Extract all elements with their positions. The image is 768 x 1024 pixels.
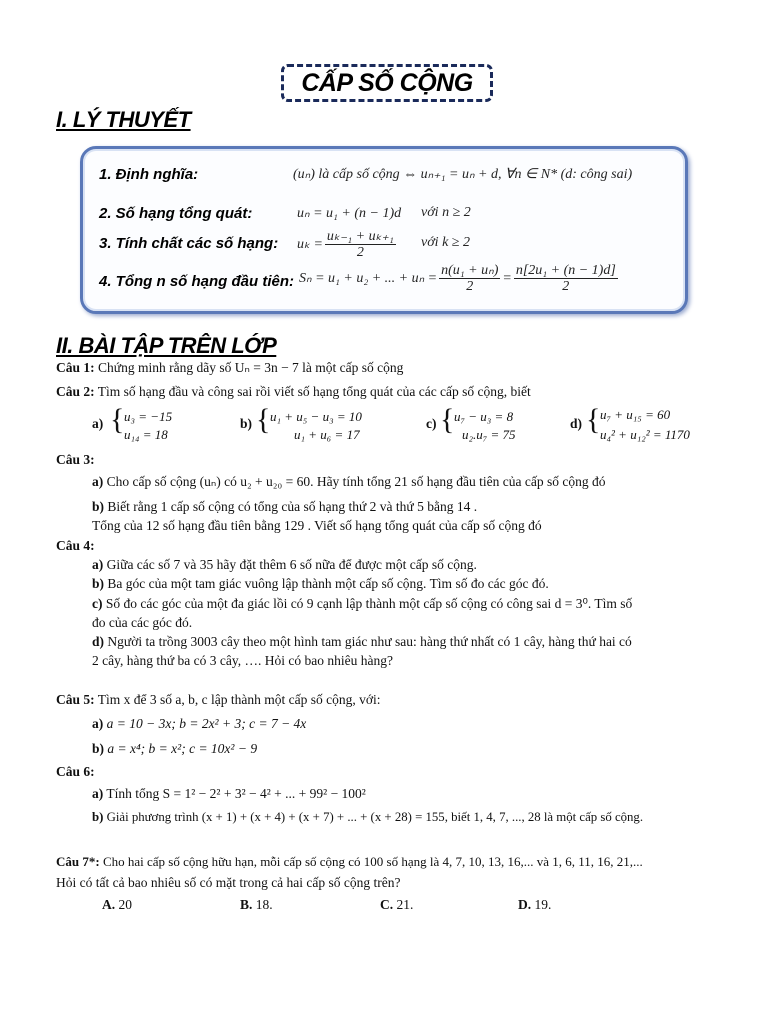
question-6-label: Câu 6:: [56, 764, 95, 779]
q4-d-line2: 2 cây, hàng thứ ba có 3 cây, …. Hỏi có bao nhiêu hàng?: [92, 653, 393, 668]
q7-option-b-value: 18.: [255, 897, 273, 912]
q7-option-c-value: 21.: [396, 897, 414, 912]
property-fraction: [325, 229, 396, 260]
property-formula: [297, 229, 398, 260]
q6-a: [92, 786, 366, 802]
q3-a-text: Cho cấp số cộng (uₙ) có u₂ + u₂₀ = 60. Hãy tính tổng 21 số hạng đầu tiên của cấp số cộng đó: [106, 474, 606, 489]
q4-b: [92, 576, 549, 592]
q2-a-eq1: u₃ = −15: [124, 409, 173, 424]
section-theory-heading: I. LÝ THUYẾT: [56, 107, 191, 132]
q7-option-b[interactable]: [240, 897, 273, 913]
question-5-text: Tìm x để 3 số a, b, c lập thành một cấp số cộng, với:: [97, 692, 381, 707]
theory-box: [80, 146, 688, 314]
q6-a-label: a): [92, 786, 104, 801]
question-1-label: Câu 1:: [56, 360, 95, 375]
sum-equals: =: [502, 270, 512, 286]
q5-b-text: a = x⁴; b = x²; c = 10x² − 9: [107, 741, 258, 756]
q4-c-label: c): [92, 596, 103, 611]
q3-a: [92, 474, 606, 490]
sum-numerator-2: n[2u₁ + (n − 1)d]: [515, 263, 616, 278]
question-4-label: Câu 4:: [56, 538, 95, 553]
q6-a-text: Tính tổng S = 1² − 2² + 3² − 4² + ... + 99² − 100²: [106, 786, 366, 801]
q2-c-brace: {: [440, 403, 455, 436]
q5-a-text: a = 10 − 3x; b = 2x² + 3; c = 7 − 4x: [106, 716, 307, 731]
q2-b-brace: {: [256, 403, 271, 436]
q7-option-a[interactable]: [102, 897, 132, 913]
question-2: [56, 384, 531, 400]
question-2-label: Câu 2:: [56, 384, 95, 399]
q2-b-eq2: u₁ + u₆ = 17: [294, 427, 360, 442]
q4-a-text: Giữa các số 7 và 35 hãy đặt thêm 6 số nữa để được một cấp số cộng.: [106, 557, 477, 572]
q5-a-label: a): [92, 716, 104, 731]
q4-b-label: b): [92, 576, 105, 591]
q4-d-text: Người ta trồng 3003 cây theo một hình tam giác như sau: hàng thứ nhất có 1 cây, hàng thứ hai có: [107, 634, 632, 649]
q2-a-brace: {: [110, 403, 125, 436]
q4-a-label: a): [92, 557, 104, 572]
question-5: [56, 692, 381, 708]
q7-option-d-value: 19.: [534, 897, 552, 912]
question-1: [56, 360, 403, 376]
q4-d-label: d): [92, 634, 105, 649]
definition-label: 1. Định nghĩa:: [99, 166, 199, 183]
section-exercises-heading: II. BÀI TẬP TRÊN LỚP: [56, 333, 277, 358]
question-7-line2: Hỏi có tất cả bao nhiêu số có mặt trong cả hai cấp số cộng trên?: [56, 875, 401, 890]
sum-fraction-2: [514, 263, 618, 294]
q2-a-label: a): [92, 416, 104, 431]
page-title: [281, 64, 493, 102]
sum-label: 4. Tổng n số hạng đầu tiên:: [99, 273, 294, 290]
q2-d-eq1: u₇ + u₁₅ = 60: [600, 407, 671, 422]
sum-formula: [299, 263, 620, 294]
general-term-condition: với n ≥ 2: [421, 205, 471, 220]
q3-b-text: Biết rằng 1 cấp số cộng có tổng của số hạng thứ 2 và thứ 5 bằng 14 .: [107, 499, 478, 514]
q3-b-line2: Tổng của 12 số hạng đầu tiên bằng 129 . Viết số hạng tổng quát của cấp số cộng đó: [92, 518, 542, 533]
q7-option-a-label: A.: [102, 897, 116, 912]
general-term-formula: uₙ = u₁ + (n − 1)d: [297, 206, 402, 221]
q4-c: [92, 596, 632, 612]
property-label: 3. Tính chất các số hạng:: [99, 235, 279, 252]
question-2-text: Tìm số hạng đầu và công sai rồi viết số hạng tổng quát của các cấp số cộng, biết: [97, 384, 531, 399]
q7-option-a-value: 20: [118, 897, 132, 912]
q2-c-eq1: u₇ − u₃ = 8: [454, 409, 514, 424]
q2-b-eq1: u₁ + u₅ − u₃ = 10: [270, 409, 362, 424]
q6-b-label: b): [92, 810, 104, 824]
property-lhs: uₖ =: [297, 237, 323, 252]
q2-d-eq2: u₄² + u₁₂² = 1170: [600, 427, 690, 442]
question-4: [56, 538, 95, 554]
q2-c-eq2: u₂.u₇ = 75: [462, 427, 516, 442]
q6-b-text: Giải phương trình (x + 1) + (x + 4) + (x + 7) + ... + (x + 28) = 155, biết 1, 4, 7, ..., 28 là một cấp số cộng.: [106, 810, 644, 824]
question-3-label: Câu 3:: [56, 452, 95, 467]
q7-option-c[interactable]: [380, 897, 413, 913]
property-condition: với k ≥ 2: [421, 235, 470, 250]
sum-numerator-1: n(u₁ + uₙ): [441, 263, 499, 278]
q3-a-label: a): [92, 474, 104, 489]
q2-a-eq2: u₁₄ = 18: [124, 427, 168, 442]
question-7-text: Cho hai cấp số cộng hữu hạn, mỗi cấp số cộng có 100 số hạng là 4, 7, 10, 13, 16,... và 1, 6, 11, 16, 21,...: [102, 854, 643, 869]
question-7: [56, 854, 643, 870]
question-5-label: Câu 5:: [56, 692, 95, 707]
q7-option-d-label: D.: [518, 897, 532, 912]
q4-c-text: Số đo các góc của một đa giác lồi có 9 cạnh lập thành một cấp số cộng có công sai d = 3⁰. Tìm số: [105, 596, 633, 611]
q7-option-b-label: B.: [240, 897, 253, 912]
sum-lhs: Sₙ = u₁ + u₂ + ... + uₙ =: [299, 271, 438, 286]
property-numerator: uₖ₋₁ + uₖ₊₁: [326, 229, 394, 244]
general-term-label: 2. Số hạng tổng quát:: [99, 205, 253, 222]
q3-b: [92, 499, 477, 515]
q2-d-label: d): [570, 416, 583, 431]
page-title-text: CẤP SỐ CỘNG: [301, 68, 473, 97]
q5-b-label: b): [92, 741, 105, 756]
question-7-label: Câu 7*:: [56, 854, 100, 869]
q4-d: [92, 634, 632, 650]
q7-option-d[interactable]: [518, 897, 551, 913]
sum-denominator-2: 2: [562, 279, 570, 294]
q5-b: [92, 741, 257, 757]
q5-a: [92, 716, 306, 732]
q4-c-line2: đo của các góc đó.: [92, 615, 193, 630]
q4-b-text: Ba góc của một tam giác vuông lập thành một cấp số cộng. Tìm số đo các góc đó.: [107, 576, 549, 591]
q7-option-c-label: C.: [380, 897, 394, 912]
question-3: [56, 452, 95, 468]
question-1-text: Chứng minh rằng dãy số Uₙ = 3n − 7 là một cấp số cộng: [98, 360, 404, 375]
sum-denominator-1: 2: [466, 279, 474, 294]
definition-formula: (uₙ) là cấp số cộng ⇔ uₙ₊₁ = uₙ + d, ∀n ∈ N* (d: công sai): [293, 167, 633, 182]
q6-b: [92, 810, 643, 825]
question-6: [56, 764, 95, 780]
q2-b-label: b): [240, 416, 253, 431]
property-denominator: 2: [356, 245, 364, 260]
q2-d-brace: {: [586, 403, 601, 436]
sum-fraction-1: [439, 263, 500, 294]
q4-a: [92, 557, 477, 573]
q3-b-label: b): [92, 499, 105, 514]
q2-c-label: c): [426, 416, 437, 431]
